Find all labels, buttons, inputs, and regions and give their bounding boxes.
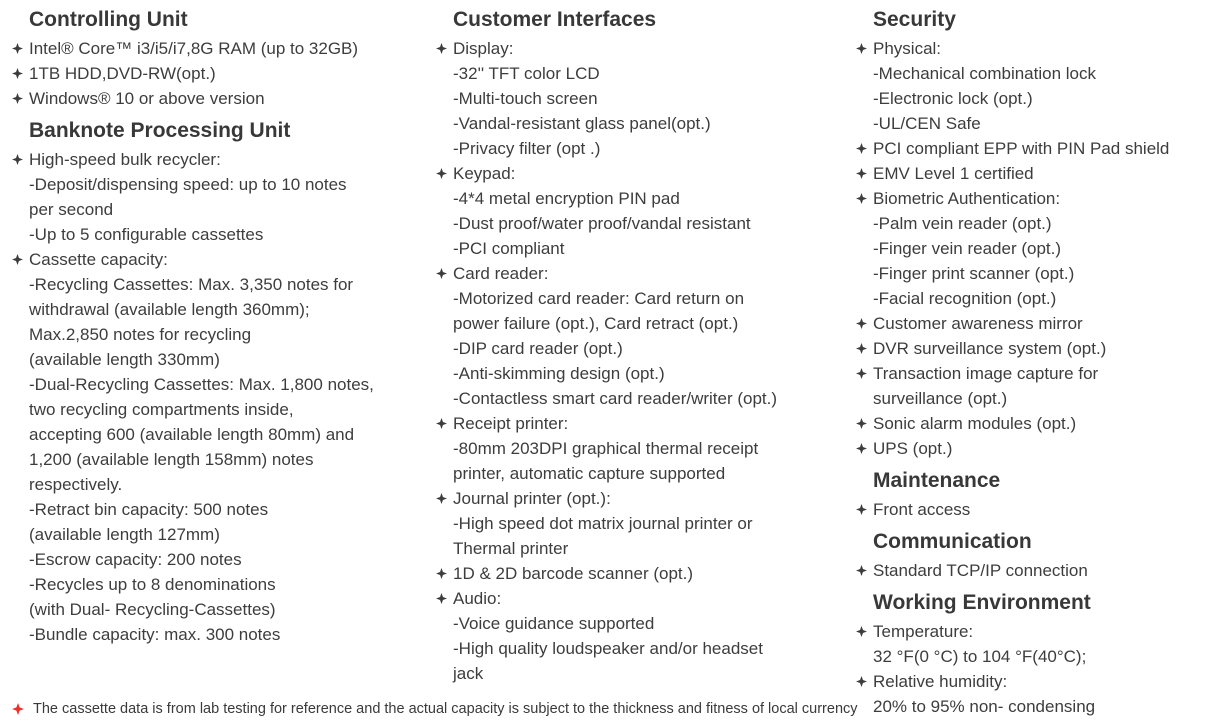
indent-spacer [856,236,873,261]
spec-item [856,669,1223,694]
spec-subitem [856,111,1223,136]
spec-text: -Privacy filter (opt .) [453,139,601,158]
spec-subitem [436,111,848,136]
spec-text: -4*4 metal encryption PIN pad [453,189,680,208]
spec-text: -Contactless smart card reader/writer (opt.) [453,389,778,408]
spec-item [856,336,1223,361]
spec-subitem [436,236,848,261]
spec-subitem [12,397,427,422]
indent-spacer [856,286,873,311]
indent-spacer [856,61,873,86]
diamond-bullet-icon [12,36,29,61]
diamond-bullet-icon [856,161,873,186]
spec-subitem [12,322,427,347]
spec-subitem [12,622,427,647]
spec-text: DVR surveillance system (opt.) [873,339,1107,358]
spec-subitem [12,447,427,472]
spec-subitem [856,236,1223,261]
spec-text: -UL/CEN Safe [873,114,981,133]
spec-subitem [12,472,427,497]
spec-subitem [12,347,427,372]
spec-text: printer, automatic capture supported [453,464,726,483]
spec-subitem [856,644,1223,669]
spec-text: Relative humidity: [873,672,1008,691]
spec-text: accepting 600 (available length 80mm) and [29,425,355,444]
spec-text: Keypad: [453,164,516,183]
diamond-bullet-icon [856,436,873,461]
spec-text: Card reader: [453,264,549,283]
spec-text: per second [29,200,114,219]
spec-text: -Finger vein reader (opt.) [873,239,1062,258]
spec-text: -PCI compliant [453,239,565,258]
spec-text: -Electronic lock (opt.) [873,89,1033,108]
spec-text: Temperature: [873,622,974,641]
spec-text: -Deposit/dispensing speed: up to 10 notes [29,175,347,194]
indent-spacer [12,397,29,422]
indent-spacer [12,272,29,297]
indent-spacer [12,597,29,622]
indent-spacer [436,111,453,136]
spec-subitem [436,611,848,636]
diamond-bullet-icon [856,411,873,436]
indent-spacer [436,136,453,161]
indent-spacer [436,86,453,111]
indent-spacer [856,644,873,669]
spec-text: -Voice guidance supported [453,614,655,633]
indent-spacer [12,322,29,347]
diamond-bullet-icon [436,161,453,186]
spec-subitem [436,86,848,111]
indent-spacer [856,211,873,236]
spec-subitem [436,286,848,311]
spec-text: Transaction image capture for [873,364,1099,383]
spec-text: -Vandal-resistant glass panel(opt.) [453,114,711,133]
section-heading: Banknote Processing Unit [29,119,291,142]
spec-item [436,161,848,186]
spec-subitem [12,422,427,447]
spec-text: -Up to 5 configurable cassettes [29,225,264,244]
spec-text: Front access [873,500,971,519]
spec-item [436,261,848,286]
diamond-bullet-icon [856,336,873,361]
spec-subitem [856,86,1223,111]
spec-item [856,619,1223,644]
diamond-bullet-icon [12,247,29,272]
indent-spacer [12,472,29,497]
spec-text: -Retract bin capacity: 500 notes [29,500,269,519]
diamond-bullet-icon [436,36,453,61]
spec-subitem [436,386,848,411]
indent-spacer [436,361,453,386]
spec-subitem [436,361,848,386]
spec-text: -Dust proof/water proof/vandal resistant [453,214,751,233]
diamond-bullet-icon [12,86,29,111]
spec-text: withdrawal (available length 360mm); [29,300,310,319]
spec-subitem [12,547,427,572]
spec-item [856,361,1223,386]
spec-text: power failure (opt.), Card retract (opt.) [453,314,739,333]
spec-subitem [436,436,848,461]
spec-subitem [12,222,427,247]
spec-text: Journal printer (opt.): [453,489,611,508]
spec-item [856,497,1223,522]
spec-text: Standard TCP/IP connection [873,561,1088,580]
indent-spacer [436,311,453,336]
section-heading: Maintenance [873,469,1001,492]
indent-spacer [12,622,29,647]
spec-text: -DIP card reader (opt.) [453,339,623,358]
diamond-bullet-icon [856,36,873,61]
spec-text: (available length 330mm) [29,350,220,369]
indent-spacer [436,436,453,461]
spec-text: -Dual-Recycling Cassettes: Max. 1,800 notes, [29,375,374,394]
spec-text: High-speed bulk recycler: [29,150,221,169]
indent-spacer [856,86,873,111]
diamond-bullet-icon [436,586,453,611]
spec-subitem [12,597,427,622]
spec-item [12,61,427,86]
section-heading: Controlling Unit [29,8,188,31]
diamond-bullet-icon [436,486,453,511]
spec-column-3 [856,7,1223,719]
spec-item [856,436,1223,461]
spec-subitem [436,536,848,561]
spec-item [856,36,1223,61]
spec-item [856,411,1223,436]
spec-item [436,36,848,61]
spec-item [856,558,1223,583]
spec-text: Biometric Authentication: [873,189,1061,208]
spec-text: two recycling compartments inside, [29,400,294,419]
spec-subitem [856,211,1223,236]
diamond-bullet-icon [856,361,873,386]
spec-text: 1,200 (available length 158mm) notes [29,450,314,469]
spec-item [436,561,848,586]
spec-subitem [436,511,848,536]
indent-spacer [436,386,453,411]
indent-spacer [12,197,29,222]
spec-text: -Mechanical combination lock [873,64,1096,83]
spec-text: Audio: [453,589,502,608]
spec-subitem [12,497,427,522]
indent-spacer [12,497,29,522]
spec-item [436,486,848,511]
diamond-bullet-icon [856,497,873,522]
spec-text: jack [453,664,484,683]
spec-subitem [436,636,848,661]
indent-spacer [856,261,873,286]
indent-spacer [856,386,873,411]
spec-subitem [12,297,427,322]
spec-text: -Bundle capacity: max. 300 notes [29,625,281,644]
diamond-bullet-icon [436,411,453,436]
indent-spacer [436,236,453,261]
spec-text: -Facial recognition (opt.) [873,289,1057,308]
spec-item [436,411,848,436]
spec-subitem [436,661,848,686]
diamond-bullet-icon [856,558,873,583]
spec-text: UPS (opt.) [873,439,953,458]
spec-text: (available length 127mm) [29,525,220,544]
spec-column-2 [436,7,848,686]
spec-text: -High quality loudspeaker and/or headset [453,639,763,658]
spec-text: Max.2,850 notes for recycling [29,325,252,344]
spec-subitem [436,311,848,336]
spec-subitem [436,211,848,236]
footnote [12,701,858,717]
diamond-bullet-icon [12,703,24,715]
section-heading: Working Environment [873,591,1091,614]
spec-item [856,186,1223,211]
section-heading: Security [873,8,956,31]
diamond-bullet-icon [856,311,873,336]
indent-spacer [12,297,29,322]
diamond-bullet-icon [856,619,873,644]
spec-subitem [12,172,427,197]
diamond-bullet-icon [436,261,453,286]
spec-subitem [12,572,427,597]
spec-text: -Recycling Cassettes: Max. 3,350 notes for [29,275,354,294]
indent-spacer [12,447,29,472]
indent-spacer [436,461,453,486]
spec-text: -Escrow capacity: 200 notes [29,550,242,569]
spec-subitem [12,272,427,297]
indent-spacer [12,422,29,447]
spec-text: respectively. [29,475,123,494]
spec-text: -Multi-touch screen [453,89,598,108]
indent-spacer [12,172,29,197]
spec-text: Receipt printer: [453,414,569,433]
spec-item [856,136,1223,161]
diamond-bullet-icon [856,186,873,211]
spec-text: -Palm vein reader (opt.) [873,214,1052,233]
indent-spacer [436,286,453,311]
indent-spacer [436,186,453,211]
spec-subitem [436,61,848,86]
spec-subitem [436,186,848,211]
indent-spacer [436,611,453,636]
indent-spacer [436,336,453,361]
section-heading: Customer Interfaces [453,8,657,31]
spec-subitem [856,694,1223,719]
indent-spacer [12,372,29,397]
spec-text: Cassette capacity: [29,250,168,269]
spec-column-1 [12,7,427,647]
spec-subitem [436,136,848,161]
spec-text: 32 °F(0 °C) to 104 °F(40°C); [873,647,1087,666]
indent-spacer [12,547,29,572]
indent-spacer [436,211,453,236]
spec-item [12,86,427,111]
spec-text: Customer awareness mirror [873,314,1083,333]
indent-spacer [12,572,29,597]
spec-item [12,247,427,272]
spec-text: PCI compliant EPP with PIN Pad shield [873,139,1170,158]
diamond-bullet-icon [856,669,873,694]
spec-text: -Motorized card reader: Card return on [453,289,745,308]
indent-spacer [436,661,453,686]
spec-text: Windows® 10 or above version [29,89,265,108]
spec-text: 20% to 95% non- condensing [873,697,1096,716]
spec-text: -80mm 203DPI graphical thermal receipt [453,439,759,458]
spec-subitem [12,197,427,222]
spec-text: -Finger print scanner (opt.) [873,264,1075,283]
spec-item [856,311,1223,336]
spec-subitem [436,461,848,486]
footnote-text: The cassette data is from lab testing for reference and the actual capacity is subject to the thickness and fitness of local currency [33,701,858,717]
spec-text: Physical: [873,39,942,58]
indent-spacer [436,511,453,536]
indent-spacer [436,61,453,86]
spec-text: -Recycles up to 8 denominations [29,575,276,594]
diamond-bullet-icon [12,147,29,172]
spec-text: EMV Level 1 certified [873,164,1034,183]
indent-spacer [12,222,29,247]
spec-text: 1TB HDD,DVD-RW(opt.) [29,64,216,83]
indent-spacer [436,536,453,561]
indent-spacer [856,694,873,719]
diamond-bullet-icon [436,561,453,586]
spec-subitem [12,522,427,547]
spec-text: 1D & 2D barcode scanner (opt.) [453,564,694,583]
spec-text: Thermal printer [453,539,569,558]
spec-subitem [436,336,848,361]
diamond-bullet-icon [12,61,29,86]
spec-text: -Anti-skimming design (opt.) [453,364,665,383]
spec-subitem [856,61,1223,86]
spec-item [436,586,848,611]
spec-text: -High speed dot matrix journal printer or [453,514,753,533]
indent-spacer [436,636,453,661]
indent-spacer [12,522,29,547]
diamond-bullet-icon [856,136,873,161]
spec-text: Intel® Core™ i3/i5/i7,8G RAM (up to 32GB) [29,39,359,58]
spec-text: -32'' TFT color LCD [453,64,600,83]
spec-item [12,147,427,172]
spec-subitem [856,286,1223,311]
spec-subitem [856,386,1223,411]
spec-subitem [12,372,427,397]
spec-item [856,161,1223,186]
spec-text: Sonic alarm modules (opt.) [873,414,1077,433]
spec-item [12,36,427,61]
indent-spacer [12,347,29,372]
spec-subitem [856,261,1223,286]
spec-text: Display: [453,39,514,58]
spec-text: surveillance (opt.) [873,389,1008,408]
section-heading: Communication [873,530,1032,553]
indent-spacer [856,111,873,136]
spec-text: (with Dual- Recycling-Cassettes) [29,600,276,619]
